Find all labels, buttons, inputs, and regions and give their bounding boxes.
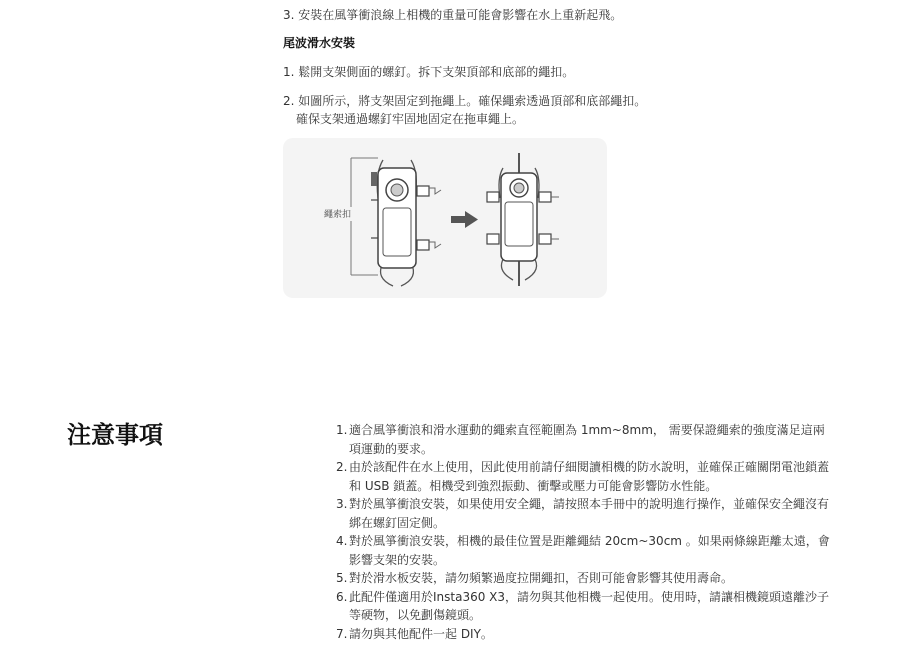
note-item bbox=[336, 569, 836, 588]
note-text: 對於風箏衝浪安裝，相機的最佳位置是距離繩結 20cm~30cm 。如果兩條線距離太遠，會影響支架的安裝。 bbox=[349, 534, 830, 567]
note-number: 3. bbox=[336, 497, 348, 511]
note-number: 2. bbox=[336, 460, 348, 474]
wakeboard-step-2: 2. 如圖所示，將支架固定到拖繩上。確保繩索透過頂部和底部繩扣。 bbox=[283, 94, 647, 108]
kitesurf-step-3: 3. 安裝在風箏衝浪線上相機的重量可能會影響在水上重新起飛。 bbox=[283, 8, 623, 22]
wakeboard-heading: 尾波滑水安裝 bbox=[283, 36, 356, 50]
mount-before-icon bbox=[371, 160, 441, 286]
wakeboard-step-2-continued: 確保支架通過螺釘牢固地固定在拖車繩上。 bbox=[296, 112, 525, 126]
note-item bbox=[336, 625, 836, 644]
note-item bbox=[336, 458, 836, 495]
note-text: 請勿與其他配件一起 DIY。 bbox=[349, 626, 493, 641]
note-text: 對於風箏衝浪安裝，如果使用安全繩，請按照本手冊中的說明進行操作，並確保安全繩沒有綁在螺釘固定側。 bbox=[349, 497, 830, 530]
arrow-right-icon bbox=[451, 211, 478, 228]
note-text: 適合風箏衝浪和滑水運動的繩索直徑範圍為 1mm~8mm， 需要保證繩索的強度滿足這兩項運動的要求。 bbox=[349, 423, 825, 456]
note-item bbox=[336, 495, 836, 532]
mount-diagram bbox=[283, 138, 607, 298]
note-number: 5. bbox=[336, 571, 348, 585]
note-item bbox=[336, 421, 836, 458]
mount-after-icon bbox=[487, 153, 559, 286]
note-text: 對於滑水板安裝，請勿頻繁過度拉開繩扣，否則可能會影響其使用壽命。 bbox=[349, 571, 734, 585]
note-number: 4. bbox=[336, 534, 348, 548]
mount-illustration bbox=[283, 138, 607, 298]
note-item bbox=[336, 532, 836, 569]
note-item bbox=[336, 588, 836, 625]
note-number: 1. bbox=[336, 423, 348, 437]
rope-clasp-label: 繩索扣 bbox=[324, 210, 352, 220]
notes-list bbox=[336, 421, 836, 643]
notes-title: 注意事項 bbox=[67, 421, 163, 449]
wakeboard-step-1: 1. 鬆開支架側面的螺釘。拆下支架頂部和底部的繩扣。 bbox=[283, 65, 575, 79]
note-text: 此配件僅適用於Insta360 X3，請勿與其他相機一起使用。使用時，請讓相機鏡頭遠離沙子等硬物，以免劃傷鏡頭。 bbox=[349, 589, 830, 622]
note-text: 由於該配件在水上使用，因此使用前請仔細閱讀相機的防水說明，並確保正確關閉電池鎖蓋和 USB 鎖蓋。相機受到強烈振動、衝擊或壓力可能會影響防水性能。 bbox=[349, 460, 830, 493]
note-number: 7. bbox=[336, 626, 348, 641]
note-number: 6. bbox=[336, 589, 348, 604]
